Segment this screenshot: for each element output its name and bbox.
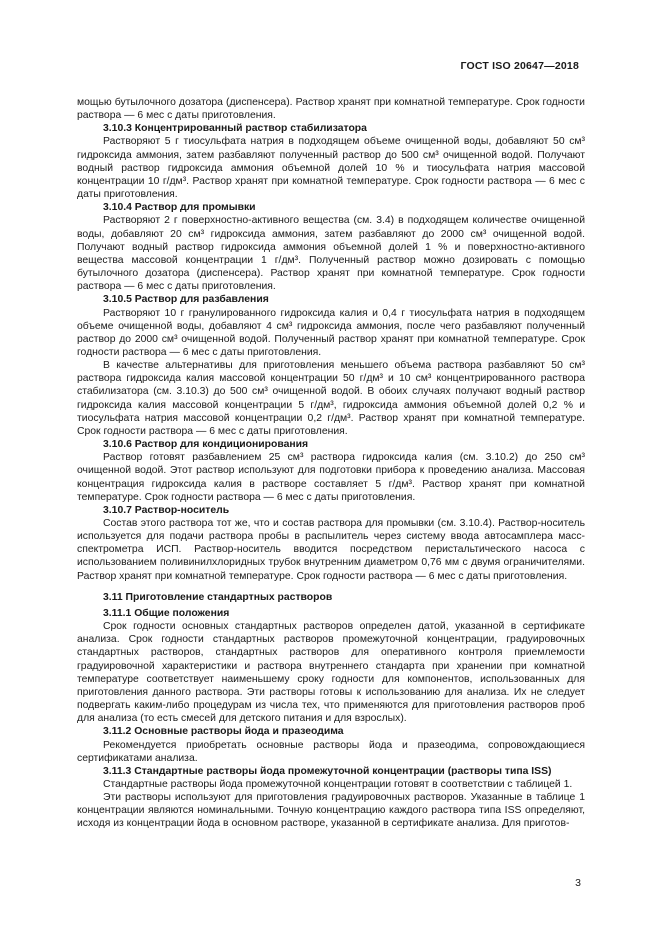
paragraph: Рекомендуется приобретать основные растворы йода и празеодима, сопровождающиеся сертификатами анализа. (77, 739, 585, 764)
subsection-heading: 3.10.7 Раствор-носитель (103, 504, 230, 516)
paragraph: Состав этого раствора тот же, что и состав раствора для промывки (см. 3.10.4). Раствор-носитель используется для подачи раствора пробы в распылитель через систему ввода автосамплера масс-спектрометра ИСП. Раствор-носитель вводится посредством перистальтического насоса с использованием поливинилхлоридных трубок внутренним диаметром 0,76 мм с двумя ограничителями. Раствор хранят при комнатной температуре. Срок годности раствора — 6 мес с даты приготовления. (77, 518, 585, 582)
document-body (77, 96, 585, 831)
subsection-heading: 3.11.2 Основные растворы йода и празеодима (103, 726, 344, 738)
subsection-heading: 3.10.3 Концентрированный раствор стабилизатора (103, 123, 367, 135)
paragraph: Растворяют 10 г гранулированного гидроксида калия и 0,4 г тиосульфата натрия в подходящем объеме очищенной воды, добавляют 4 см³ гидроксида аммония, после чего разбавляют полученный раствор до 2000 см³ очищенной водой. Полученный раствор хранят при комнатной температуре. Срок годности раствора — 6 мес с даты приготовления. (77, 307, 585, 358)
paragraph: Стандартные растворы йода промежуточной концентрации готовят в соответствии с таблицей 1. (103, 778, 573, 790)
paragraph: В качестве альтернативы для приготовления меньшего объема раствора разбавляют 50 см³ раствора гидроксида калия массовой концентрации 50 г/дм³ и 10 см³ концентрированного раствора стабилизатора (см. 3.10.3) до 500 см³ очищенной водой. В обоих случаях получают водный раствор гидроксида калия массовой концентрации 5 г/дм³, гидроксида аммония объемной долей 0,2 % и тиосульфата натрия массовой концентрации 0,2 г/дм³. Раствор хранят при комнатной температуре. Срок годности раствора — 6 мес с даты приготовления. (77, 360, 585, 437)
subsection-heading: 3.10.4 Раствор для промывки (103, 202, 256, 214)
page-number: 3 (575, 877, 581, 889)
standard-header: ГОСТ ISO 20647—2018 (460, 60, 579, 72)
paragraph: Срок годности основных стандартных растворов определен датой, указанной в сертификате анализа. Срок годности стандартных растворов промежуточной концентрации, градуировочных стандартных растворов, стандартных растворов для оперативного контроля приемлемости градуировочной характеристики и раствора внутреннего стандарта при хранении при комнатной температуре соответствует наименьшему сроку годности для компонентов, использованных для приготовления данного раствора. Эти растворы готовы к использованию для анализа. Их не следует подвергать каким-либо процедурам из числа тех, что применяются для приготовления растворов проб для анализа (то есть смесей для детского питания и для взрослых). (77, 621, 585, 725)
paragraph: Эти растворы используют для приготовления градуировочных растворов. Указанные в таблице 1 концентрации являются номинальными. Точную концентрацию каждого раствора типа ISS определяют, исходя из концентрации йода в основном растворе, указанной в сертификате анализа. Для приготов- (77, 792, 585, 830)
subsection-heading: 3.10.5 Раствор для разбавления (103, 294, 269, 306)
subsection-heading: 3.11.3 Стандартные растворы йода промежуточной концентрации (растворы типа ISS) (103, 765, 552, 777)
subsection-heading: 3.11.1 Общие положения (103, 607, 230, 619)
paragraph: Растворяют 2 г поверхностно-активного вещества (см. 3.4) в подходящем количестве очищенной воды, добавляют 20 см³ гидроксида аммония, затем разбавляют до 2000 см³ очищенной водой. Получают водный раствор гидроксида аммония объемной долей 1 % и поверхностно-активного вещества массовой концентрации 1 г/дм³. Полученный раствор можно дозировать с помощью бутылочного дозатора (диспенсера). Раствор хранят при комнатной температуре. Срок годности раствора — 6 мес с даты приготовления. (77, 215, 585, 293)
subsection-heading: 3.10.6 Раствор для кондиционирования (103, 439, 309, 451)
paragraph: мощью бутылочного дозатора (диспенсера). Раствор хранят при комнатной температуре. Срок годности раствора — 6 мес с даты приготовления. (77, 97, 585, 122)
paragraph: Растворяют 5 г тиосульфата натрия в подходящем объеме очищенной воды, добавляют 50 см³ гидроксида аммония, затем разбавляют полученный раствор до 500 см³ очищенной водой. Получают водный раствор гидроксида аммония объемной долей 10 % и тиосульфата натрия массовой концентрации 10 г/дм³. Раствор хранят при комнатной температуре. Срок годности раствора — 6 мес с даты приготовления. (77, 136, 585, 201)
section-heading: 3.11 Приготовление стандартных растворов (103, 591, 333, 603)
paragraph: Раствор готовят разбавлением 25 см³ раствора гидроксида калия (см. 3.10.2) до 250 см³ очищенной водой. Этот раствор используют для подготовки прибора к проведению анализа. Массовая концентрация гидроксида калия в растворе составляет 5 г/дм³. Раствор хранят при комнатной температуре. Срок годности раствора — 6 мес с даты приготовления. (77, 452, 585, 503)
